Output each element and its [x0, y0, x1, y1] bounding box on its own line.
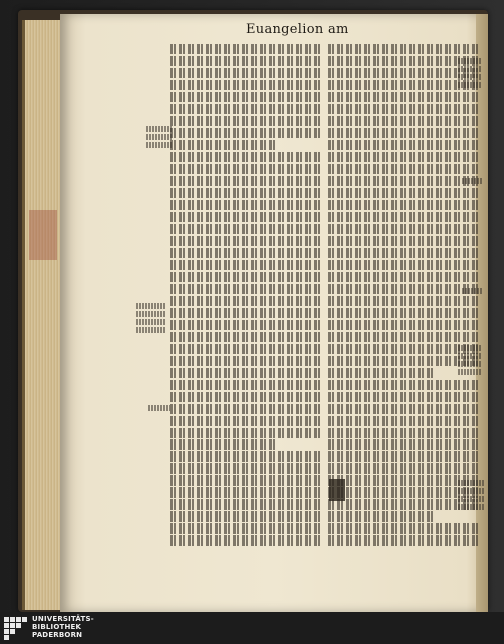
text-line [170, 212, 320, 222]
text-line [170, 140, 275, 150]
text-line [328, 356, 478, 366]
text-line [328, 296, 478, 306]
running-head: Euangelion am [246, 22, 349, 37]
text-line [170, 92, 320, 102]
text-line [170, 224, 320, 234]
text-line [170, 284, 320, 294]
text-line [170, 200, 320, 210]
text-line [170, 535, 320, 545]
text-line [170, 404, 320, 414]
text-line [170, 56, 320, 66]
text-line [170, 416, 320, 426]
text-line [170, 116, 320, 126]
margin-gloss-left-1 [146, 126, 172, 156]
text-line [170, 475, 320, 485]
text-line [328, 487, 478, 497]
page-fore-edge [22, 20, 61, 610]
text-line [170, 439, 275, 449]
text-line [328, 128, 478, 138]
text-line [170, 368, 320, 378]
text-line [170, 104, 320, 114]
text-line [328, 188, 478, 198]
text-line [328, 451, 478, 461]
text-line [328, 56, 478, 66]
text-line [328, 404, 478, 414]
text-line [328, 439, 478, 449]
text-line [170, 499, 320, 509]
text-line [328, 200, 478, 210]
text-line [328, 511, 433, 521]
text-line [170, 463, 320, 473]
library-name-line-3: PADERBORN [32, 631, 83, 640]
text-line [170, 44, 320, 54]
text-line [170, 487, 320, 497]
text-column-left [170, 44, 320, 544]
text-line [328, 164, 478, 174]
library-name-line-1: UNIVERSITÄTS- [32, 615, 94, 623]
text-line [170, 380, 320, 390]
text-line [170, 451, 320, 461]
text-line [170, 511, 320, 521]
text-line [328, 320, 478, 330]
text-line [328, 475, 478, 485]
text-line [328, 463, 478, 473]
text-line [170, 320, 320, 330]
text-line [170, 392, 320, 402]
margin-gloss-left-2 [136, 303, 166, 333]
text-line [328, 236, 478, 246]
text-line [170, 356, 320, 366]
text-line [328, 80, 478, 90]
library-name [32, 615, 94, 640]
text-line [170, 188, 320, 198]
initial-letter [329, 479, 345, 501]
text-line [328, 248, 478, 258]
text-line [170, 260, 320, 270]
text-line [170, 68, 320, 78]
text-line [328, 284, 478, 294]
text-line [328, 68, 478, 78]
text-line [328, 428, 478, 438]
text-line [328, 368, 433, 378]
text-column-right [328, 44, 478, 544]
text-line [170, 344, 320, 354]
text-line [170, 308, 320, 318]
text-line [170, 296, 320, 306]
text-line [328, 152, 478, 162]
text-line [328, 260, 478, 270]
text-line [328, 224, 478, 234]
text-line [170, 248, 320, 258]
text-line [328, 116, 478, 126]
text-line [328, 535, 478, 545]
text-line [328, 344, 478, 354]
text-line [170, 523, 320, 533]
text-line [170, 332, 320, 342]
text-line [328, 332, 478, 342]
text-line [328, 176, 478, 186]
text-line [328, 416, 478, 426]
text-line [328, 308, 478, 318]
text-line [328, 272, 478, 282]
text-line [328, 499, 478, 509]
edge-stamp-mark [29, 210, 57, 260]
text-line [170, 428, 320, 438]
text-line [328, 212, 478, 222]
library-name-line-2: BIBLIOTHEK [32, 623, 82, 632]
text-line [170, 128, 320, 138]
text-line [328, 380, 478, 390]
text-line [170, 152, 320, 162]
text-line [170, 236, 320, 246]
text-line [328, 140, 478, 150]
text-line [328, 92, 478, 102]
library-logo-icon [4, 617, 28, 639]
text-line [328, 104, 478, 114]
text-line [170, 272, 320, 282]
text-line [328, 44, 478, 54]
text-line [170, 176, 320, 186]
text-line [328, 392, 478, 402]
text-line [170, 164, 320, 174]
margin-gloss-left-3 [148, 405, 170, 435]
text-line [328, 523, 478, 533]
text-line [170, 80, 320, 90]
